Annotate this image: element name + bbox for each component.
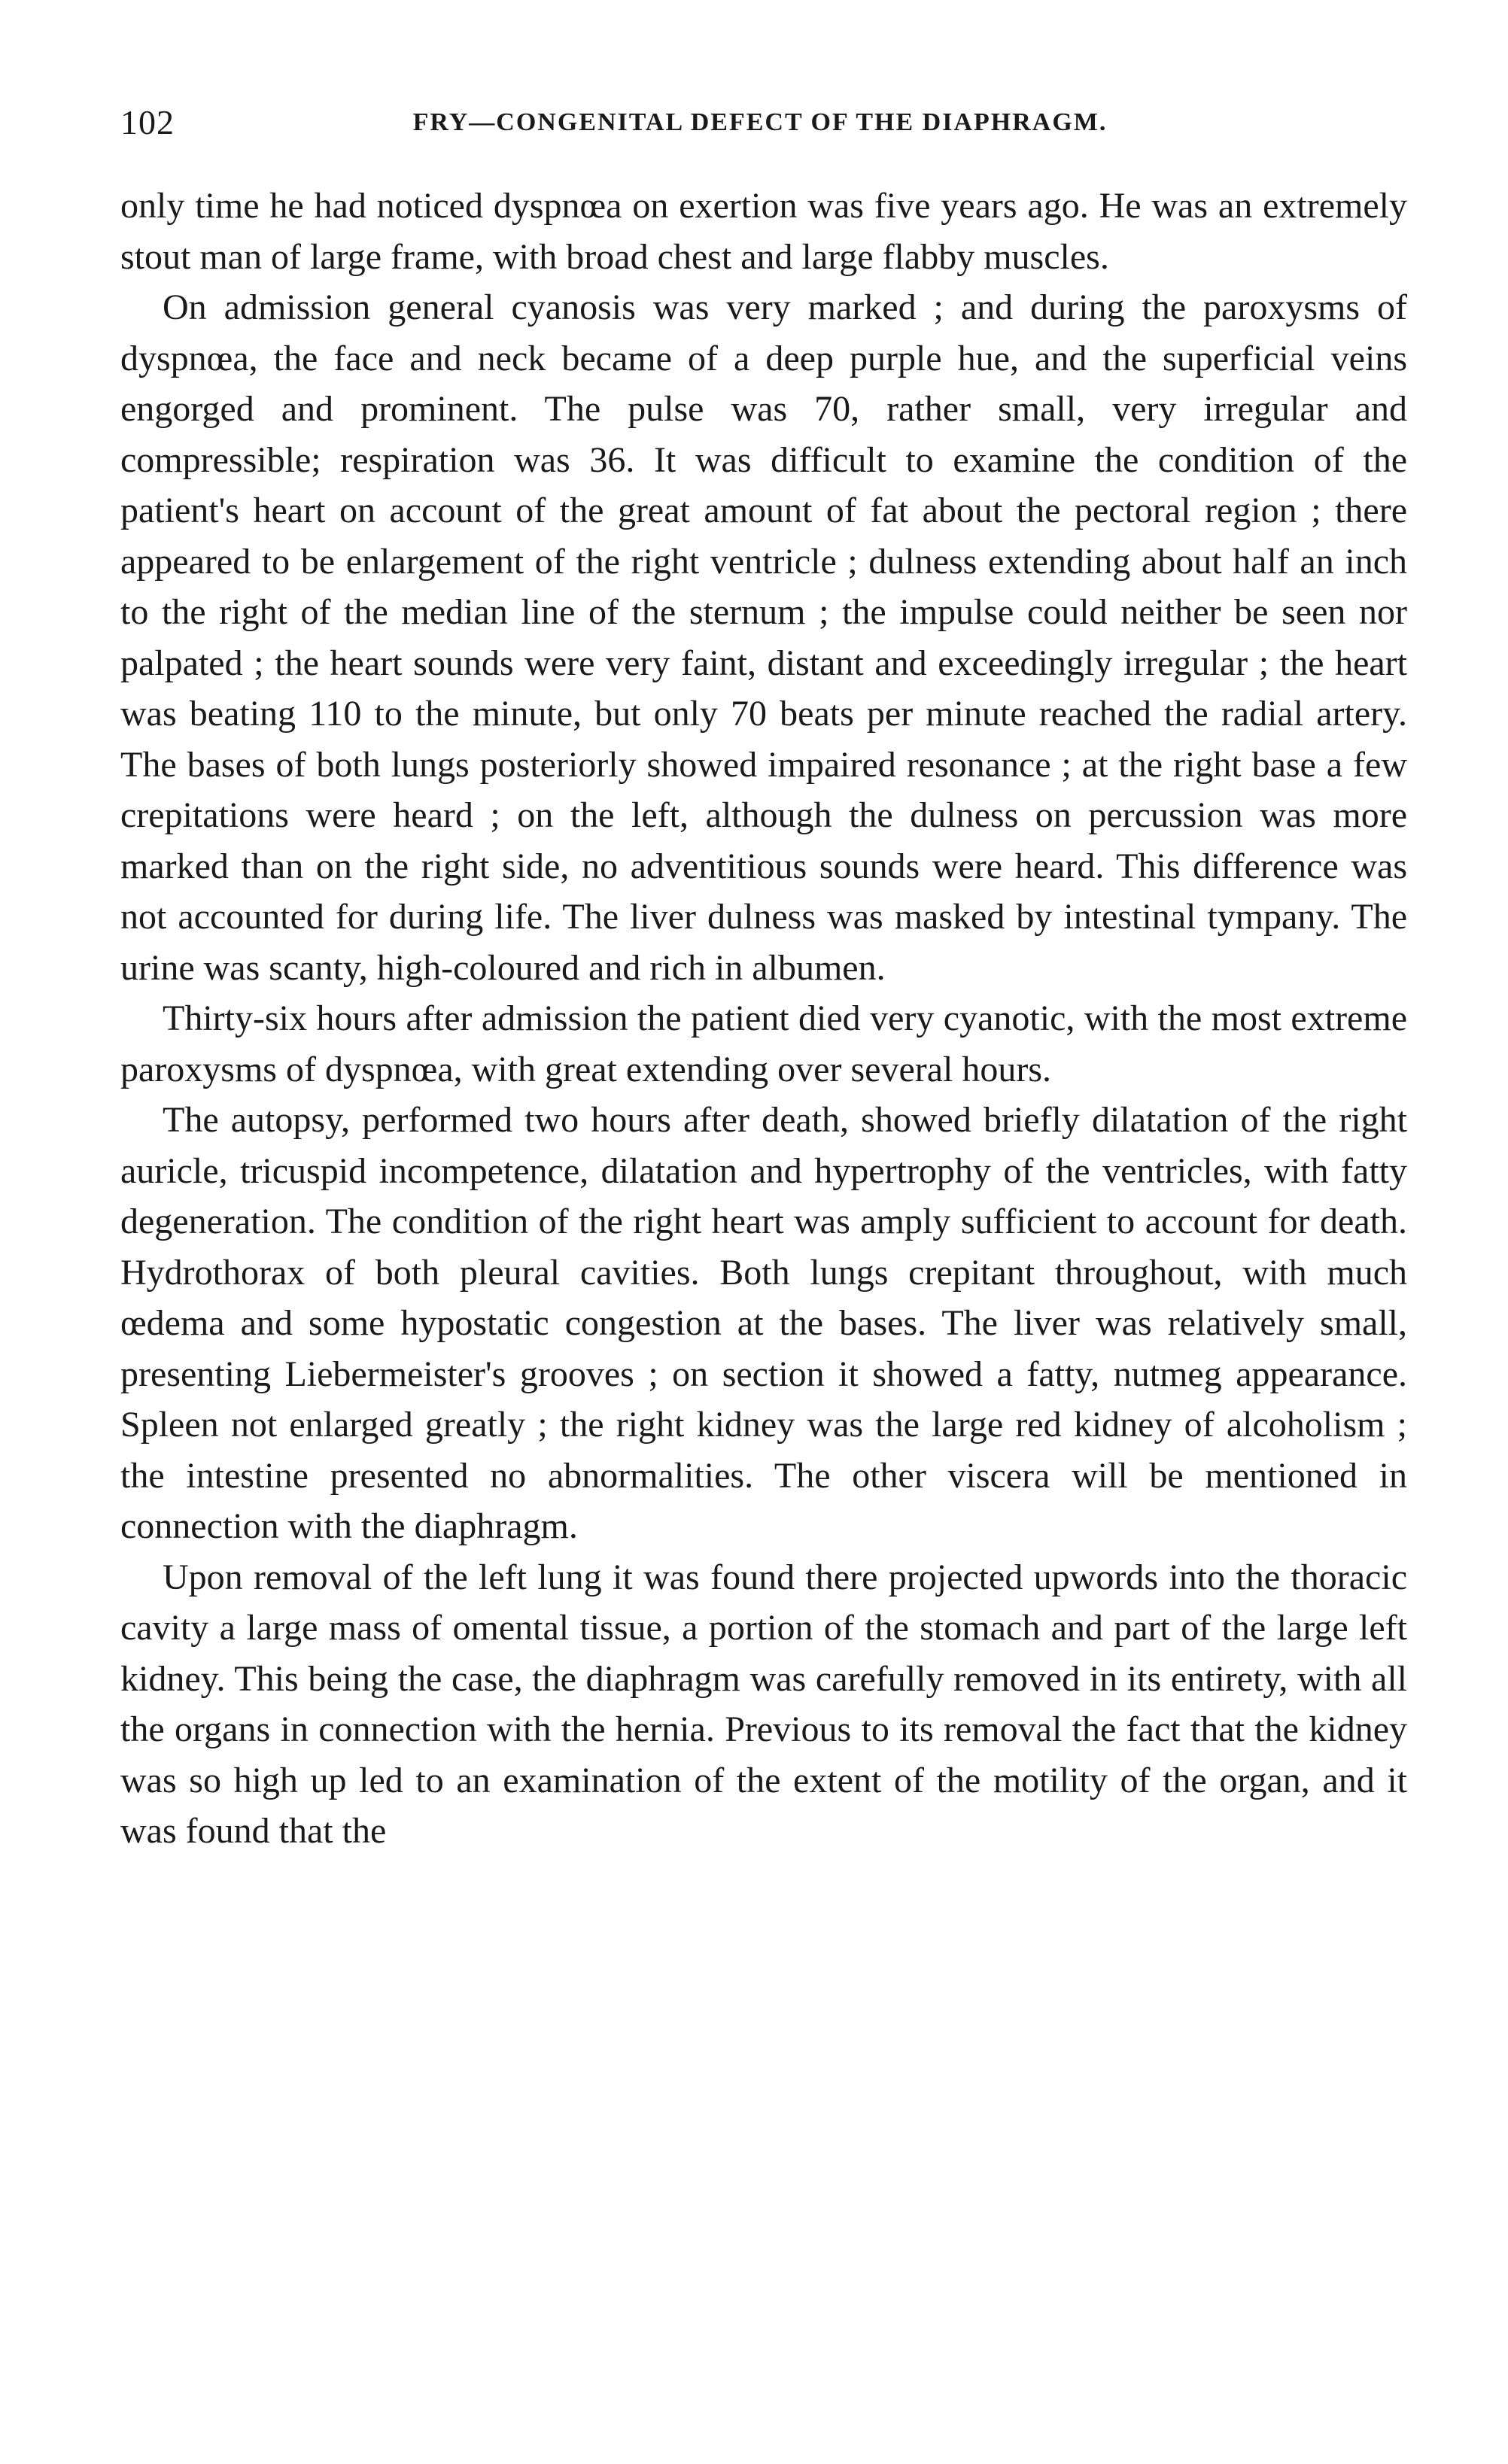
paragraph-death: Thirty-six hours after admission the patient died very cyanotic, with the most extreme paroxysms of dyspnœa, with great extending over several hours.: [120, 998, 1407, 1089]
paragraph-hernia: Upon removal of the left lung it was found there projected upwords into the thoracic cavity a large mass of omental tissue, a portion of the stomach and part of the large left kidney. This being the case, the diaphragm was carefully removed in its entirety, with all the organs in connection with the hernia. Previous to its removal the fact that the kidney was so high up led to an examination of the extent of the motility of the organ, and it was found that the: [120, 1557, 1407, 1851]
paragraph-continuation: only time he had noticed dyspnœa on exertion was five years ago. He was an extremely stout man of large frame, with broad chest and large flabby muscles.: [120, 186, 1407, 277]
paragraph-admission: On admission general cyanosis was very marked ; and during the paroxysms of dyspnœa, the face and neck became of a deep purple hue, and the superficial veins engorged and prominent. The pulse was 70, rather small, very irregular and compressible; respiration was 36. It was difficult to examine the condition of the patient's heart on account of the great amount of fat about the pectoral region ; there appeared to be enlargement of the right ventricle ; dulness extending about half an inch to the right of the median line of the sternum ; the impulse could neither be seen nor palpated ; the heart sounds were very faint, distant and exceedingly irregular ; the heart was beating 110 to the minute, but only 70 beats per minute reached the radial artery. The bases of both lungs posteriorly showed impaired resonance ; at the right base a few crepitations were heard ; on the left, although the dulness on percussion was more marked than on the right side, no adventitious sounds were heard. This difference was not accounted for during life. The liver dulness was masked by intestinal tympany. The urine was scanty, high-coloured and rich in albumen.: [120, 287, 1407, 988]
running-header: [120, 96, 1400, 149]
paragraph-autopsy: The autopsy, performed two hours after death, showed briefly dilatation of the right auricle, tricuspid incompetence, dilatation and hypertrophy of the ventricles, with fatty degeneration. The condition of the right heart was amply sufficient to account for death. Hydrothorax of both pleural cavities. Both lungs crepitant throughout, with much œdema and some hypostatic congestion at the bases. The liver was relatively small, presenting Liebermeister's grooves ; on section it showed a fatty, nutmeg appearance. Spleen not enlarged greatly ; the right kidney was the large red kidney of alcoholism ; the intestine presented no abnormalities. The other viscera will be mentioned in connection with the diaphragm.: [120, 1100, 1407, 1546]
running-title: FRY—CONGENITAL DEFECT OF THE DIAPHRAGM.: [412, 108, 1108, 136]
page-number: 102: [120, 103, 175, 141]
body-text: [120, 181, 1407, 1857]
